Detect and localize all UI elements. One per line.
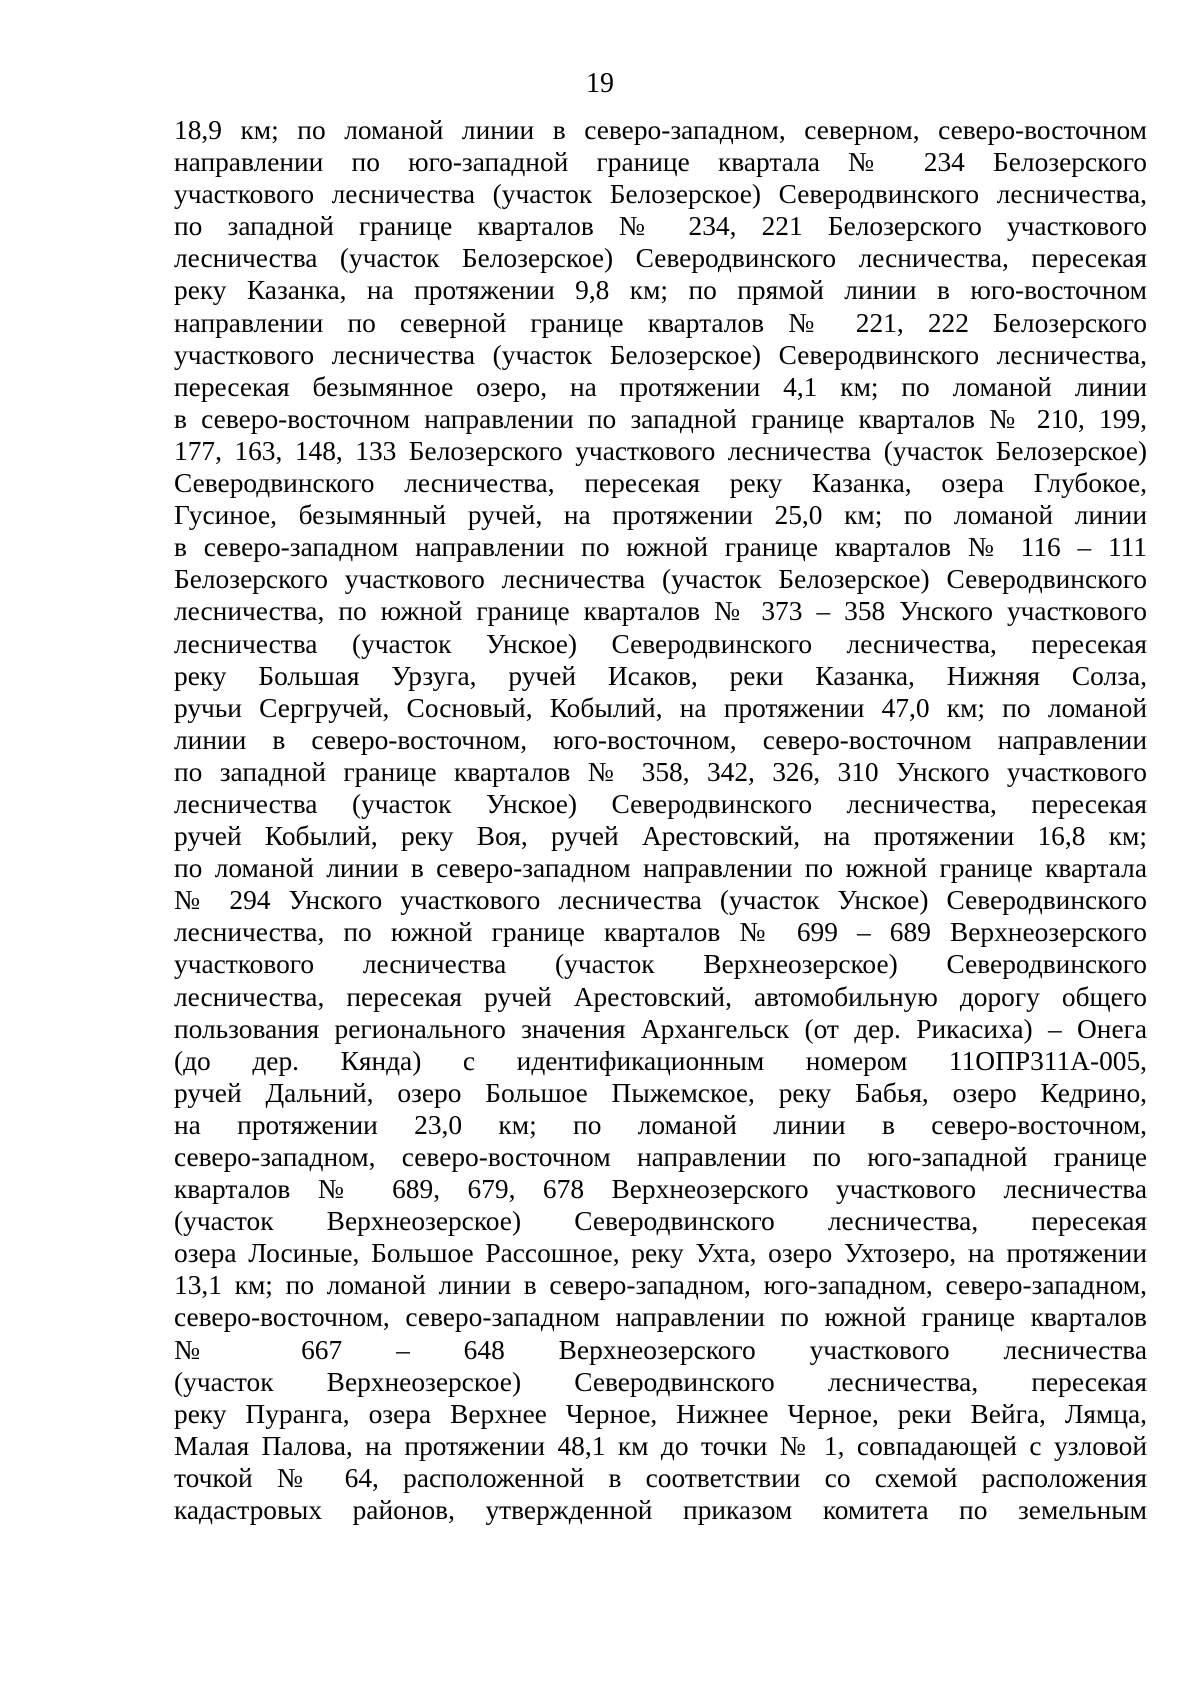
text-line: озера Лосиные, Большое Рассошное, реку Ухта, озеро Ухтозеро, на протяжении — [174, 1238, 1147, 1269]
text-line: лесничества, по южной границе кварталов № 373 – 358 Унского участкового — [174, 596, 1147, 627]
text-line: северо-восточном, северо-западном направлении по южной границе кварталов — [174, 1302, 1147, 1333]
text-line: лесничества, пересекая ручей Арестовский, автомобильную дорогу общего — [174, 981, 1147, 1012]
text-line: ручей Кобылий, реку Воя, ручей Арестовский, на протяжении 16,8 км; — [174, 821, 1147, 852]
text-line: северо-западном, северо-восточном направлении по юго-западной границе — [174, 1142, 1147, 1172]
text-line: ручей Дальний, озеро Большое Пыжемское, реку Бабья, озеро Кедрино, — [174, 1077, 1147, 1108]
text-line: по ломаной линии в северо-западном направлении по южной границе квартала — [174, 853, 1147, 884]
text-line: точкой № 64, расположенной в соответствии со схемой расположения — [174, 1462, 1147, 1493]
text-line: линии в северо-восточном, юго-восточном, северо-восточном направлении — [174, 724, 1147, 755]
text-line: пользования регионального значения Архангельск (от дер. Рикасиха) – Онега — [174, 1013, 1147, 1044]
text-line: ручьи Сергручей, Сосновый, Кобылий, на протяжении 47,0 км; по ломаной — [174, 692, 1147, 723]
text-line: Северодвинского лесничества, пересекая реку Казанка, озера Глубокое, — [174, 468, 1147, 499]
text-line: (до дер. Кянда) с идентификационным номером 11ОПР311А-005, — [174, 1045, 1147, 1076]
text-line: по западной границе кварталов № 358, 342, 326, 310 Унского участкового — [174, 756, 1147, 787]
text-line: Гусиное, безымянный ручей, на протяжении 25,0 км; по ломаной линии — [174, 500, 1147, 531]
text-line: № 667 – 648 Верхнеозерского участкового лесничества — [174, 1334, 1147, 1365]
text-line: Белозерского участкового лесничества (участок Белозерское) Северодвинского — [174, 564, 1147, 595]
text-line: в северо-восточном направлении по западной границе кварталов № 210, 199, — [174, 403, 1147, 434]
text-line: кварталов № 689, 679, 678 Верхнеозерского участкового лесничества — [174, 1174, 1147, 1205]
text-line: (участок Верхнеозерское) Северодвинского лесничества, пересекая — [174, 1366, 1147, 1397]
text-line: участкового лесничества (участок Белозерское) Северодвинского лесничества, — [174, 339, 1147, 370]
text-line: на протяжении 23,0 км; по ломаной линии в северо-восточном, — [174, 1109, 1147, 1140]
text-line: (участок Верхнеозерское) Северодвинского лесничества, пересекая — [174, 1206, 1147, 1237]
text-line: направлении по северной границе кварталов № 221, 222 Белозерского — [174, 307, 1147, 338]
page-number: 19 — [586, 68, 614, 99]
text-line: направлении по юго-западной границе квартала № 234 Белозерского — [174, 147, 1147, 178]
text-line: № 294 Унского участкового лесничества (участок Унское) Северодвинского — [174, 885, 1147, 916]
text-line: лесничества (участок Унское) Северодвинского лесничества, пересекая — [174, 788, 1147, 819]
text-line: пересекая безымянное озеро, на протяжении 4,1 км; по ломаной линии — [174, 371, 1147, 402]
text-line: лесничества (участок Унское) Северодвинского лесничества, пересекая — [174, 628, 1147, 659]
text-line: реку Пуранга, озера Верхнее Черное, Нижнее Черное, реки Вейга, Лямца, — [174, 1398, 1147, 1429]
text-line: лесничества (участок Белозерское) Северодвинского лесничества, пересекая — [174, 243, 1147, 274]
text-line: 13,1 км; по ломаной линии в северо-западном, юго-западном, северо-западном, — [174, 1270, 1147, 1301]
text-line: 18,9 км; по ломаной линии в северо-западном, северном, северо-восточном — [174, 115, 1147, 145]
text-line: Малая Палова, на протяжении 48,1 км до точки № 1, совпадающей с узловой — [174, 1430, 1147, 1461]
text-line: в северо-западном направлении по южной границе кварталов № 116 – 111 — [174, 532, 1147, 563]
text-line: 177, 163, 148, 133 Белозерского участкового лесничества (участок Белозерское) — [174, 435, 1147, 466]
document-body-text — [174, 114, 1147, 1526]
text-line: по западной границе кварталов № 234, 221 Белозерского участкового — [174, 211, 1147, 242]
text-line: кадастровых районов, утвержденной приказом комитета по земельным — [174, 1495, 1147, 1526]
text-line: участкового лесничества (участок Белозерское) Северодвинского лесничества, — [174, 179, 1147, 210]
text-line: лесничества, по южной границе кварталов № 699 – 689 Верхнеозерского — [174, 917, 1147, 948]
text-line: реку Казанка, на протяжении 9,8 км; по прямой линии в юго-восточном — [174, 275, 1147, 306]
text-line: участкового лесничества (участок Верхнеозерское) Северодвинского — [174, 949, 1147, 980]
text-line: реку Большая Урзуга, ручей Исаков, реки Казанка, Нижняя Солза, — [174, 660, 1147, 691]
